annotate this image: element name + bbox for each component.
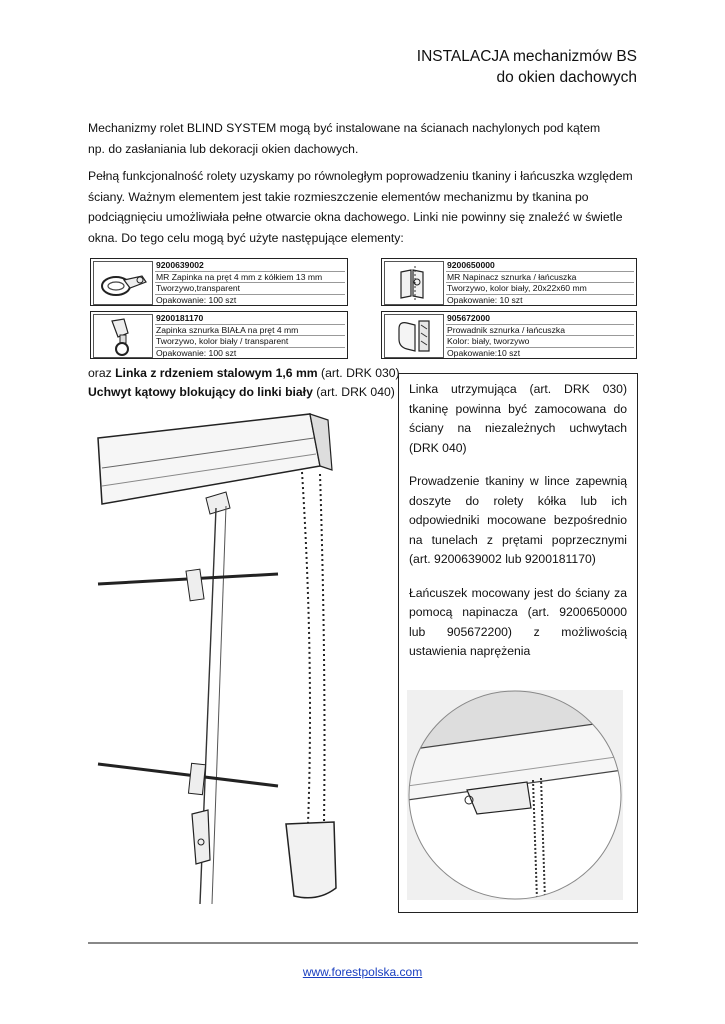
- note-fabric-guide: Prowadzenie tkaniny w lince zapewnią doszyte do rolety kółka lub ich odpowiedniki mocowane bezpośrednio na tunelach z prętami poprzecznymi (art. 9200639002 lub 9200181170): [409, 474, 627, 566]
- intro-line: Mechanizmy rolet BLIND SYSTEM mogą być instalowane na ścianach nachylonych pod kątem: [88, 121, 601, 135]
- product-material: Tworzywo, kolor biały, 20x22x60 mm: [446, 283, 634, 295]
- product-material: Tworzywo, kolor biały / transparent: [155, 336, 345, 348]
- product-code: 9200639002: [155, 260, 345, 272]
- description-paragraph: [88, 166, 640, 248]
- roller-blind-mechanism-illustration: [88, 412, 388, 916]
- product-card: [90, 258, 348, 306]
- angle-bracket-ref: (art. DRK 040): [312, 385, 395, 399]
- product-code: 9200650000: [446, 260, 634, 272]
- product-card: [90, 311, 348, 359]
- description-line: Pełną funkcjonalność rolety uzyskamy po równoległym poprowadzeniu tkaniny i łańcuszka względem: [88, 169, 633, 183]
- clip-ring-icon: [93, 261, 153, 305]
- product-pack: Opakowanie: 100 szt: [156, 347, 237, 358]
- product-desc: Zapinka sznurka BIAŁA na pręt 4 mm: [155, 325, 345, 337]
- cord-clip-icon: [93, 314, 153, 358]
- product-code: 9200181170: [155, 313, 345, 325]
- angle-bracket-name: Uchwyt kątowy blokujący do linki biały: [88, 385, 313, 399]
- description-line: ściany. Ważnym elementem jest takie rozmieszczenie elementów mechanizmu by tkanina po: [88, 189, 589, 204]
- product-pack: Opakowanie:10 szt: [447, 347, 521, 358]
- description-line: podciągnięciu umożliwiała pełne otwarcie okna dachowego. Linki nie powinny się znaleźć w świetle: [88, 210, 623, 224]
- product-material: Tworzywo,transparent: [155, 283, 345, 295]
- page-title: [417, 46, 637, 88]
- product-card: [381, 258, 637, 306]
- angle-bracket-line: [88, 383, 400, 402]
- product-desc: Prowadnik sznurka / łańcuszka: [446, 325, 634, 337]
- product-pack: Opakowanie: 10 szt: [447, 294, 523, 305]
- product-desc: MR Zapinka na pręt 4 mm z kółkiem 13 mm: [155, 272, 345, 284]
- steel-cord-line: [88, 364, 400, 383]
- intro-line: np. do zasłaniania lub dekoracji okien dachowych.: [88, 141, 359, 156]
- description-line: okna. Do tego celu mogą być użyte następujące elementy:: [88, 230, 404, 245]
- accessories-list: [88, 364, 400, 402]
- note-retaining-cord: Linka utrzymująca (art. DRK 030) tkaninę powinna być zamocowana do ściany na niezależnych uchwytach (DRK 040): [409, 382, 627, 455]
- product-pack: Opakowanie: 100 szt: [156, 294, 237, 305]
- product-desc: MR Napinacz sznurka / łańcuszka: [446, 272, 634, 284]
- title-line-1: INSTALACJA mechanizmów BS: [416, 48, 637, 65]
- footer: [0, 965, 725, 979]
- detail-photo: [407, 690, 623, 900]
- note-chain-tensioner: Łańcuszek mocowany jest do ściany za pomocą napinacza (art. 9200650000 lub 905672200) z możliwością ustawienia naprężenia: [409, 585, 627, 658]
- website-link[interactable]: www.forestpolska.com: [302, 965, 423, 979]
- tensioner-icon: [384, 261, 444, 305]
- footer-divider: [88, 942, 638, 944]
- steel-cord-ref: (art. DRK 030): [317, 366, 400, 380]
- product-code: 905672000: [446, 313, 634, 325]
- installation-notes-box: [398, 373, 638, 913]
- title-line-2: do okien dachowych: [496, 69, 637, 86]
- link-prefix: oraz: [88, 366, 116, 380]
- cord-guide-icon: [384, 314, 444, 358]
- steel-cord-name: Linka z rdzeniem stalowym 1,6 mm: [115, 366, 318, 380]
- intro-paragraph: [88, 118, 640, 159]
- product-material: Kolor: biały, tworzywo: [446, 336, 634, 348]
- product-card: [381, 311, 637, 359]
